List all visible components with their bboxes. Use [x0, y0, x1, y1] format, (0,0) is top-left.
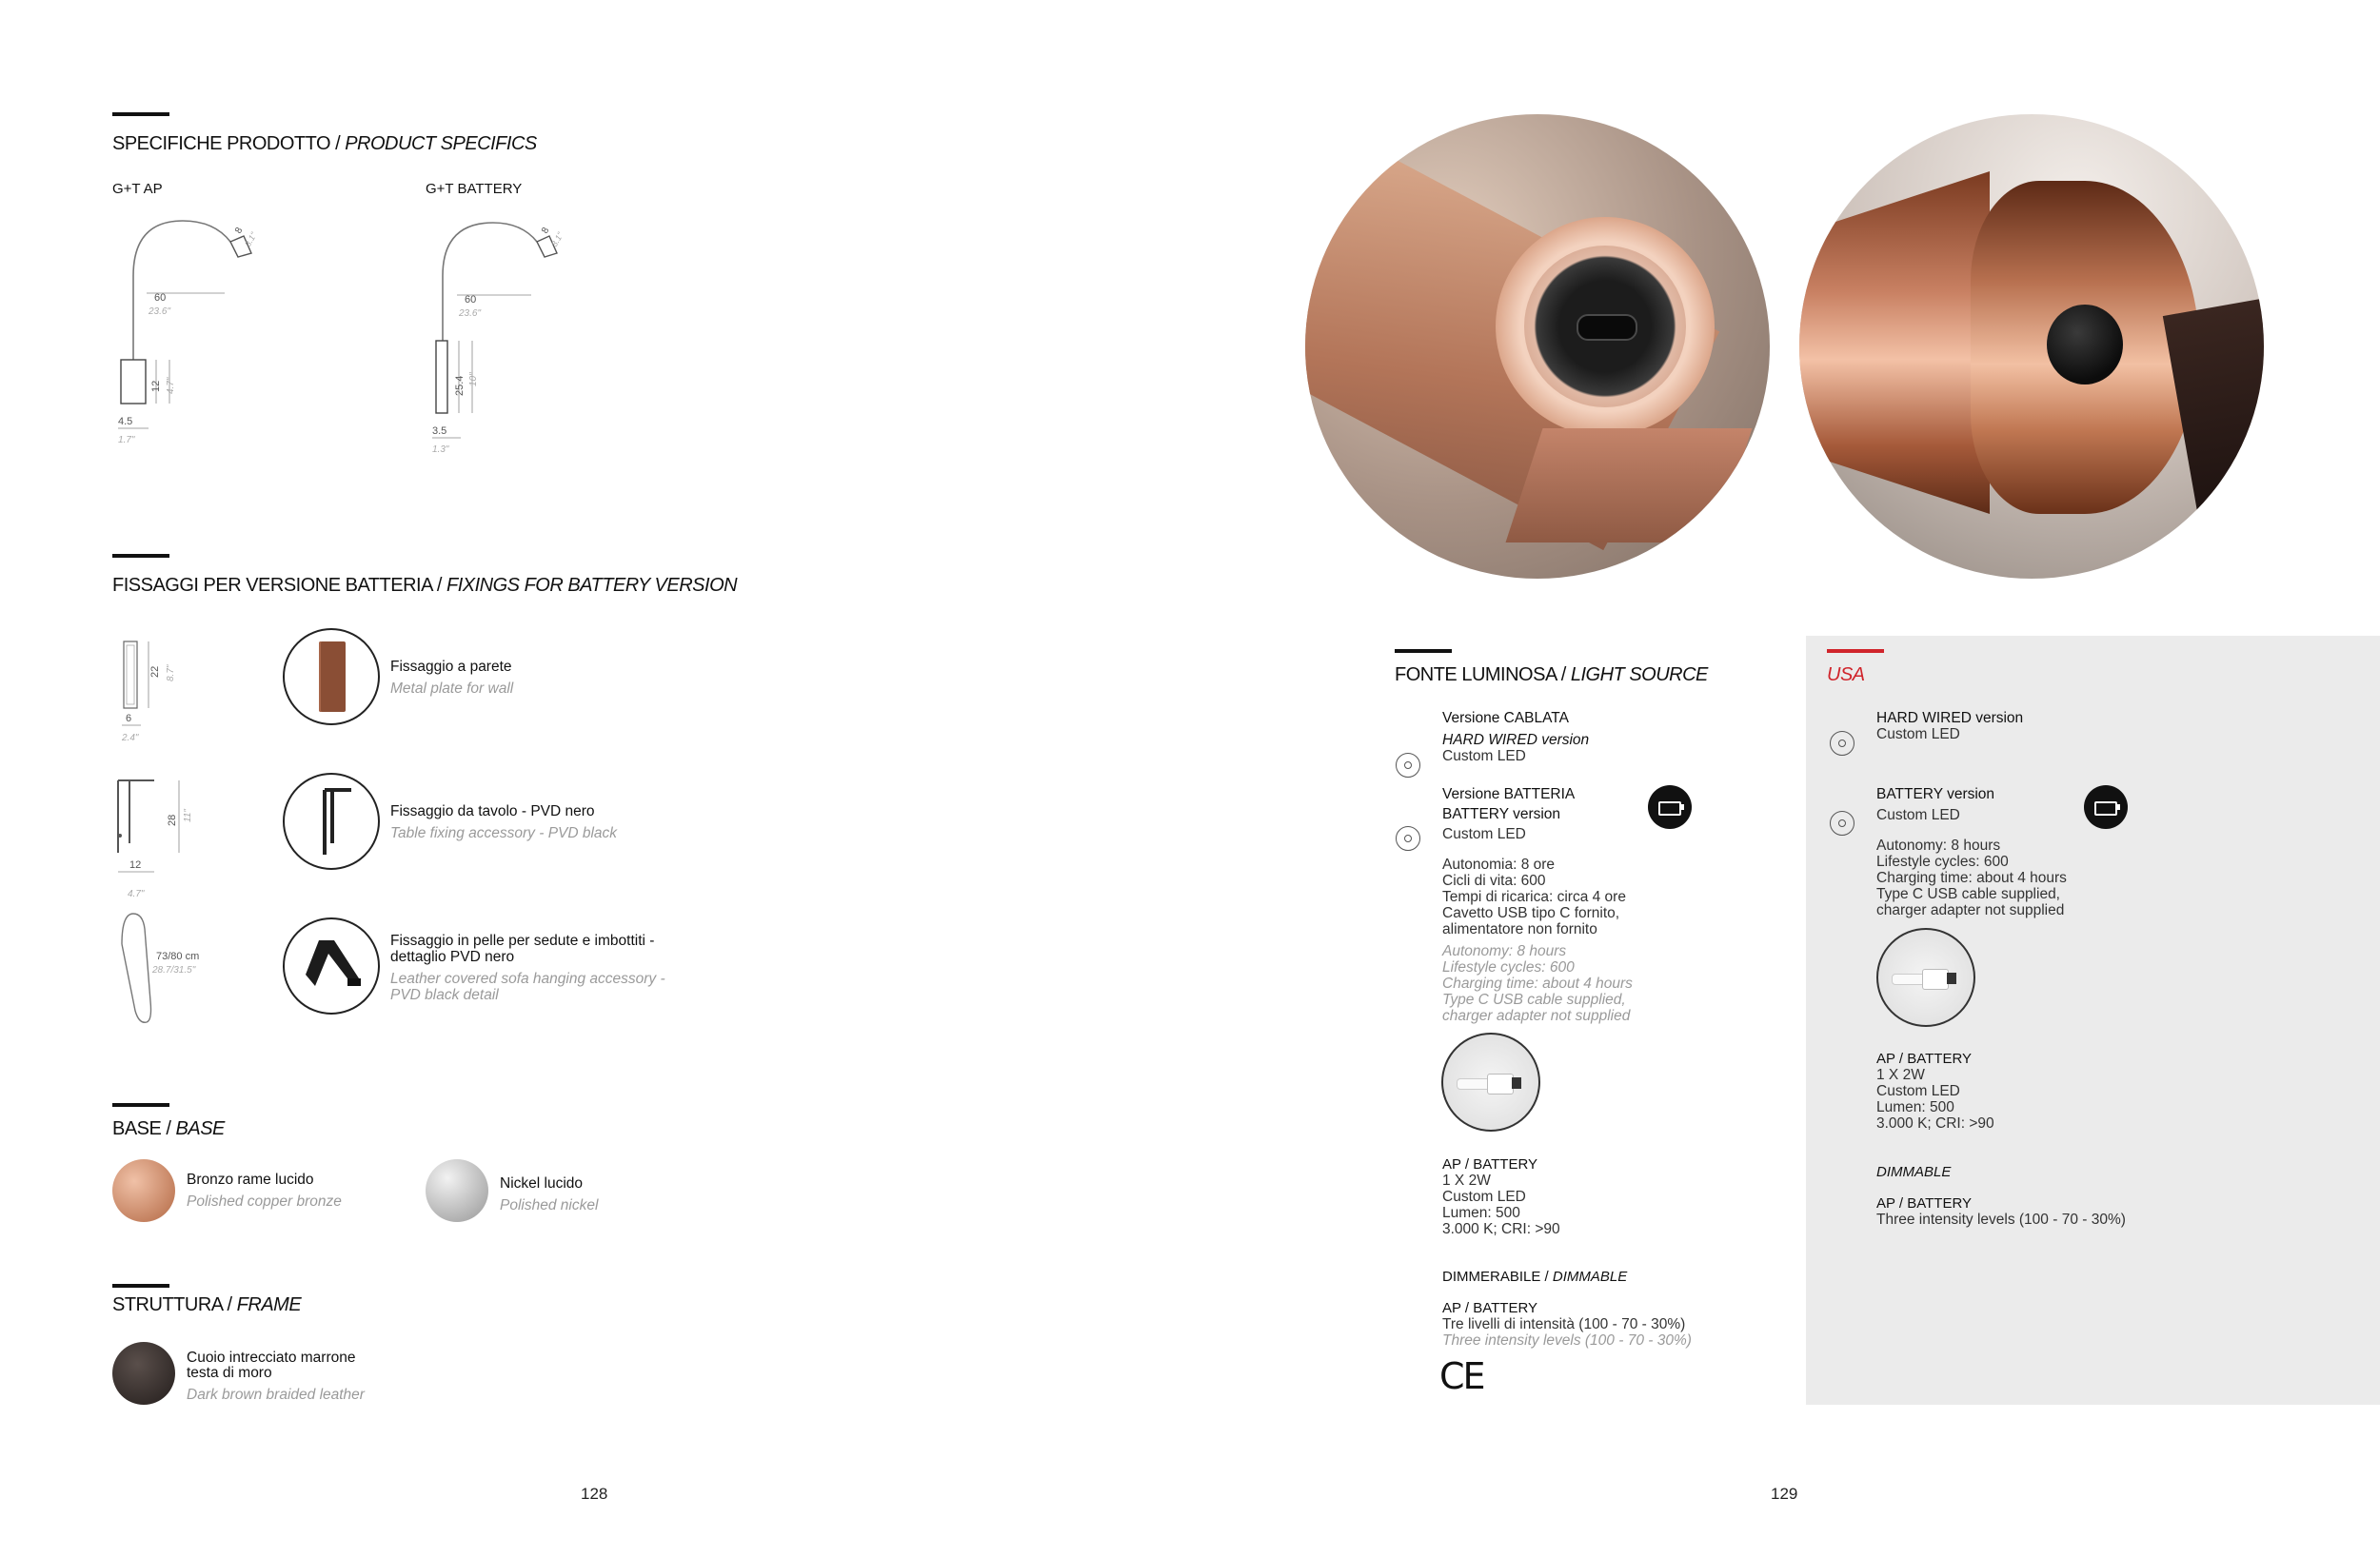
usa-ap-spec: Custom LED	[1876, 1083, 1960, 1099]
usa-detail-line: charger adapter not supplied	[1876, 902, 2065, 918]
wired-label-en: HARD WIRED version	[1442, 732, 1590, 748]
specifics-heading: SPECIFICHE PRODOTTO / PRODUCT SPECIFICS	[112, 133, 537, 154]
dim-head-in: 3.1"	[243, 230, 259, 248]
wall-plate-drawing	[112, 636, 208, 750]
battery-label-en: BATTERY version	[1442, 806, 1561, 822]
svg-text:11": 11"	[183, 809, 193, 822]
svg-text:22: 22	[149, 665, 161, 678]
dim-head: 8	[540, 226, 552, 236]
wall-plate-image	[283, 628, 380, 725]
detail-line-en: Lifestyle cycles: 600	[1442, 959, 1575, 976]
usb-cable-image	[1441, 1033, 1540, 1132]
battery-spec: Custom LED	[1442, 826, 1526, 842]
finish-label-en: Polished copper bronze	[187, 1193, 342, 1210]
usa-panel	[1806, 636, 2380, 1405]
frame-heading: STRUTTURA / FRAME	[112, 1294, 302, 1315]
fixing-label-en: Metal plate for wall	[390, 680, 514, 697]
detail-line: Autonomia: 8 ore	[1442, 857, 1556, 873]
dim-body-in: 10"	[468, 372, 479, 386]
svg-text:8.7": 8.7"	[166, 664, 176, 681]
fixing-label: Fissaggio in pelle per sedute e imbottiti -	[390, 933, 655, 949]
usa-dimmable: DIMMABLE	[1876, 1164, 1952, 1180]
usa-ap-spec: 1 X 2W	[1876, 1067, 1925, 1083]
svg-text:2.4": 2.4"	[122, 733, 139, 743]
fixing-label-en: Leather covered sofa hanging accessory -	[390, 971, 665, 987]
section-rule	[1395, 649, 1452, 653]
page-number: 128	[581, 1485, 608, 1503]
leather-strap-image	[283, 917, 380, 1015]
ap-spec: Custom LED	[1442, 1189, 1526, 1205]
section-rule-red	[1827, 649, 1884, 653]
section-rule	[112, 554, 169, 558]
button-photo	[1799, 114, 2264, 579]
finish-label: Bronzo rame lucido	[187, 1172, 314, 1188]
dim-arm: 60	[465, 294, 477, 306]
dim-levels-en: Three intensity levels (100 - 70 - 30%)	[1442, 1332, 1692, 1349]
battery-icon	[2084, 785, 2128, 829]
usa-dim-levels: Three intensity levels (100 - 70 - 30%)	[1876, 1212, 2126, 1228]
detail-line-en: Autonomy: 8 hours	[1442, 943, 1567, 959]
finish-label-en: Dark brown braided leather	[187, 1387, 365, 1403]
table-fixing-image	[283, 773, 380, 870]
battery-led-icon	[1830, 811, 1854, 836]
usa-battery-spec: Custom LED	[1876, 807, 1960, 823]
dim-base: 3.5	[432, 425, 447, 437]
fixing-label-en: PVD black detail	[390, 987, 499, 1003]
lamp-drawing-ap	[105, 209, 295, 457]
dim-ap-title: AP / BATTERY	[1442, 1300, 1538, 1316]
battery-icon	[1648, 785, 1692, 829]
fixing-label: Fissaggio da tavolo - PVD nero	[390, 803, 595, 819]
section-rule	[112, 1284, 169, 1288]
svg-text:6: 6	[126, 713, 132, 724]
svg-text:28.7/31.5": 28.7/31.5"	[152, 965, 196, 976]
dim-head-in: 3.1"	[549, 230, 565, 248]
ap-title: AP / BATTERY	[1442, 1156, 1538, 1173]
fixing-label: Fissaggio a parete	[390, 659, 512, 675]
wired-led-icon	[1396, 753, 1420, 778]
finish-label: Cuoio intrecciato marrone	[187, 1350, 356, 1366]
usa-wired-spec: Custom LED	[1876, 726, 1960, 742]
finish-label-en: Polished nickel	[500, 1197, 599, 1213]
dim-arm: 60	[154, 292, 167, 304]
fixing-label-en: Table fixing accessory - PVD black	[390, 825, 618, 841]
battery-label: Versione BATTERIA	[1442, 786, 1576, 802]
svg-text:73/80 cm: 73/80 cm	[156, 951, 200, 962]
ap-spec: 3.000 K; CRI: >90	[1442, 1221, 1560, 1237]
dim-arm-in: 23.6"	[149, 306, 171, 317]
model-name-battery: G+T BATTERY	[426, 181, 523, 197]
detail-line: Tempi di ricarica: circa 4 ore	[1442, 889, 1626, 905]
finish-label: Nickel lucido	[500, 1175, 584, 1192]
light-source-heading: FONTE LUMINOSA / LIGHT SOURCE	[1395, 664, 1708, 685]
usa-ap-spec: 3.000 K; CRI: >90	[1876, 1115, 1994, 1132]
wired-led-icon	[1830, 731, 1854, 756]
dim-body: 12	[150, 380, 162, 392]
dim-base: 4.5	[118, 416, 133, 427]
dim-head: 8	[233, 226, 246, 236]
detail-line: Cicli di vita: 600	[1442, 873, 1546, 889]
dim-arm-in: 23.6"	[459, 308, 482, 319]
usb-port-photo	[1305, 114, 1770, 579]
dim-body: 25.4	[454, 375, 466, 396]
dim-base-in: 1.7"	[118, 435, 135, 445]
wired-spec: Custom LED	[1442, 748, 1526, 764]
section-rule	[112, 112, 169, 116]
dimmable-title: DIMMERABILE / DIMMABLE	[1442, 1269, 1628, 1285]
section-rule	[112, 1103, 169, 1107]
usa-heading: USA	[1827, 664, 1865, 685]
base-heading: BASE / BASE	[112, 1118, 225, 1139]
wired-label: Versione CABLATA	[1442, 710, 1569, 726]
svg-text:12: 12	[129, 859, 142, 871]
detail-line-en: Type C USB cable supplied,	[1442, 992, 1626, 1008]
usa-ap-spec: Lumen: 500	[1876, 1099, 1954, 1115]
usa-wired-label: HARD WIRED version	[1876, 710, 2024, 726]
usa-detail-line: Autonomy: 8 hours	[1876, 838, 2001, 854]
dim-base-in: 1.3"	[432, 444, 449, 455]
usa-detail-line: Type C USB cable supplied,	[1876, 886, 2060, 902]
fixing-label: dettaglio PVD nero	[390, 949, 515, 965]
detail-line: Cavetto USB tipo C fornito,	[1442, 905, 1620, 921]
detail-line-en: charger adapter not supplied	[1442, 1008, 1631, 1024]
copper-swatch	[112, 1159, 175, 1222]
leather-swatch	[112, 1342, 175, 1405]
detail-line-en: Charging time: about 4 hours	[1442, 976, 1633, 992]
model-name-ap: G+T AP	[112, 181, 163, 197]
fixings-heading: FISSAGGI PER VERSIONE BATTERIA / FIXINGS FOR BATTERY VERSION	[112, 575, 738, 596]
lamp-drawing-battery	[419, 209, 609, 466]
svg-text:28: 28	[167, 814, 178, 826]
table-fixing-drawing	[112, 777, 208, 900]
usa-ap-title: AP / BATTERY	[1876, 1051, 1973, 1067]
ap-spec: 1 X 2W	[1442, 1173, 1491, 1189]
usa-detail-line: Charging time: about 4 hours	[1876, 870, 2067, 886]
dim-body-in: 4.7"	[166, 377, 176, 394]
dim-levels: Tre livelli di intensità (100 - 70 - 30%)	[1442, 1316, 1686, 1332]
leather-strap-drawing	[112, 906, 255, 1030]
usb-cable-image	[1876, 928, 1975, 1027]
ce-mark: CE	[1439, 1355, 1484, 1397]
finish-label: testa di moro	[187, 1365, 272, 1381]
usa-battery-label: BATTERY version	[1876, 786, 1995, 802]
nickel-swatch	[426, 1159, 488, 1222]
battery-led-icon	[1396, 826, 1420, 851]
ap-spec: Lumen: 500	[1442, 1205, 1520, 1221]
detail-line: alimentatore non fornito	[1442, 921, 1597, 937]
svg-text:4.7": 4.7"	[128, 889, 145, 899]
usa-dim-ap-title: AP / BATTERY	[1876, 1195, 1973, 1212]
usa-detail-line: Lifestyle cycles: 600	[1876, 854, 2009, 870]
page-number: 129	[1771, 1485, 1798, 1503]
